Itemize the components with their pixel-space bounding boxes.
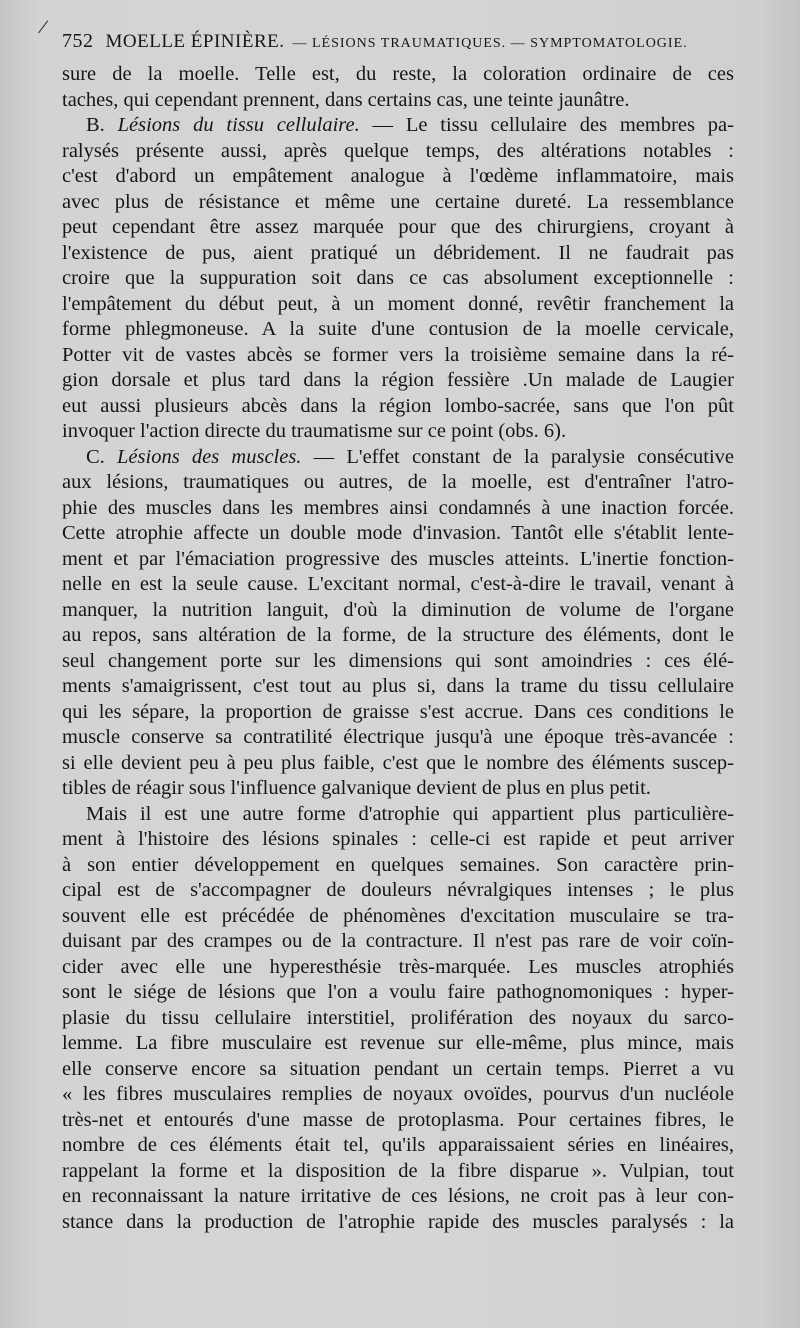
text-line: Cette atrophie affecte un double mode d'invasion. Tantôt elle s'établit lente- [62,522,734,544]
text-line: l'empâtement du début peut, à un moment donné, revêtir franchement la [62,292,734,315]
text-line: forme phlegmoneuse. A la suite d'une contusion de la moelle cervicale, [62,318,734,340]
text-line: Mais il est une autre forme d'atrophie qui appartient plus particulière- [86,802,734,825]
text-line-section-b [62,113,734,139]
text-line: ment à l'histoire des lésions spinales : celle-ci est rapide et peut arriver [62,828,734,850]
page-number: 752 [62,30,94,52]
margin-pencil-mark: / [36,13,50,40]
text-line: « les fibres musculaires remplies de noyaux ovoïdes, pourvus d'un nucléole [62,1083,734,1105]
text-line: nombre de ces éléments était tel, qu'ils apparaissaient séries en linéaires, [62,1134,734,1156]
text-line: au repos, sans altération de la forme, de la structure des éléments, dont le [62,624,734,646]
text-line-section-c [62,445,734,471]
section-c-text: — L'effet constant de la paralysie consécutive [301,445,734,468]
text-line: eut aussi plusieurs abcès dans la région lombo-sacrée, sans que l'on pût [62,394,734,417]
section-letter-c: C. [86,445,118,468]
text-line: invoquer l'action directe du traumatisme sur ce point (obs. 6). [62,420,567,442]
text-line: manquer, la nutrition languit, d'où la diminution de volume de l'organe [62,598,734,621]
text-line: elle conserve encore sa situation pendant un certain temps. Pierret a vu [62,1057,734,1080]
text-line: ralysés présente aussi, après quelque temps, des altérations notables : [62,139,734,162]
text-line: stance dans la production de l'atrophie rapide des muscles paralysés : la [62,1210,734,1233]
text-line: si elle devient peu à peu plus faible, c'est que le nombre des éléments suscep- [62,751,734,774]
page-header [62,30,762,64]
section-heading-muscles: Lésions des muscles. [117,445,302,468]
text-line: souvent elle est précédée de phénomènes d'excitation musculaire se tra- [62,904,734,927]
text-line: Potter vit de vastes abcès se former vers la troisième semaine dans la ré- [62,343,734,366]
text-line: cipal est de s'accompagner de douleurs névralgiques intenses ; le plus [62,879,734,901]
text-line: nelle en est la seule cause. L'excitant normal, c'est-à-dire le travail, venant à [62,573,734,595]
section-heading-tissu-cellulaire: Lésions du tissu cellulaire. [117,114,360,136]
text-line: lemme. La fibre musculaire est revenue sur elle-même, plus mince, mais [62,1032,734,1054]
body-text [62,62,734,1235]
text-line: c'est d'abord un empâtement analogue à l'œdème inflammatoire, mais [62,165,734,187]
text-line: très-net et entourés d'une masse de protoplasma. Pour certaines fibres, le [62,1108,734,1131]
text-line: avec plus de résistance et même une certaine dureté. La ressemblance [62,190,734,213]
text-line: sont le siége de lésions que l'on a voulu faire pathognomoniques : hyper- [62,981,734,1003]
text-line: sure de la moelle. Telle est, du reste, la coloration ordinaire de ces [62,63,734,85]
text-line: gion dorsale et plus tard dans la région fessière .Un malade de Laugier [62,369,734,391]
text-line: peut cependant être assez marquée pour que des chirurgiens, croyant à [62,216,734,238]
text-line: ments s'amaigrissent, c'est tout au plus si, dans la trame du tissu cellulaire [62,675,734,697]
text-line: croire que la suppuration soit dans ce cas absolument exceptionnelle : [62,267,734,289]
text-line: qui les sépare, la proportion de graisse s'est accrue. Dans ces conditions le [62,700,734,723]
text-line: duisant par des crampes ou de la contracture. Il n'est pas rare de voir coïn- [62,930,734,952]
text-line: seul changement porte sur les dimensions qui sont amoindries : ces élé- [62,649,734,672]
text-line: rappelant la forme et la disposition de la fibre disparue ». Vulpian, tout [62,1159,734,1182]
text-line: ment et par l'émaciation progressive des muscles atteints. L'inertie fonction- [62,547,734,570]
text-line: aux lésions, traumatiques ou autres, de la moelle, est d'entraîner l'atro- [62,471,734,493]
text-line: muscle conserve sa contratilité électrique jusqu'à une époque très-avancée : [62,726,734,748]
text-line: à son entier développement en quelques semaines. Son caractère prin- [62,853,734,876]
section-letter-b: B. [86,114,118,136]
text-line: tibles de réagir sous l'influence galvanique devient de plus en plus petit. [62,777,651,799]
running-subtitle: — LÉSIONS TRAUMATIQUES. — SYMPTOMATOLOGIE. [292,36,688,51]
section-b-text: — Le tissu cellulaire des membres pa- [359,114,734,136]
text-line: plasie du tissu cellulaire interstitiel, prolifération des noyaux du sarco- [62,1006,734,1029]
text-line: taches, qui cependant prennent, dans certains cas, une teinte jaunâtre. [62,88,630,111]
text-line: l'existence de pus, aient pratiqué un débridement. Il ne faudrait pas [62,241,734,264]
text-line: en reconnaissant la nature irritative de ces lésions, ne croit pas à leur con- [62,1185,734,1207]
text-line: cider avec elle une hyperesthésie très-marquée. Les muscles atrophiés [62,955,734,978]
running-title: MOELLE ÉPINIÈRE. [105,31,285,52]
text-line: phie des muscles dans les membres ainsi condamnés à une inaction forcée. [62,496,734,519]
